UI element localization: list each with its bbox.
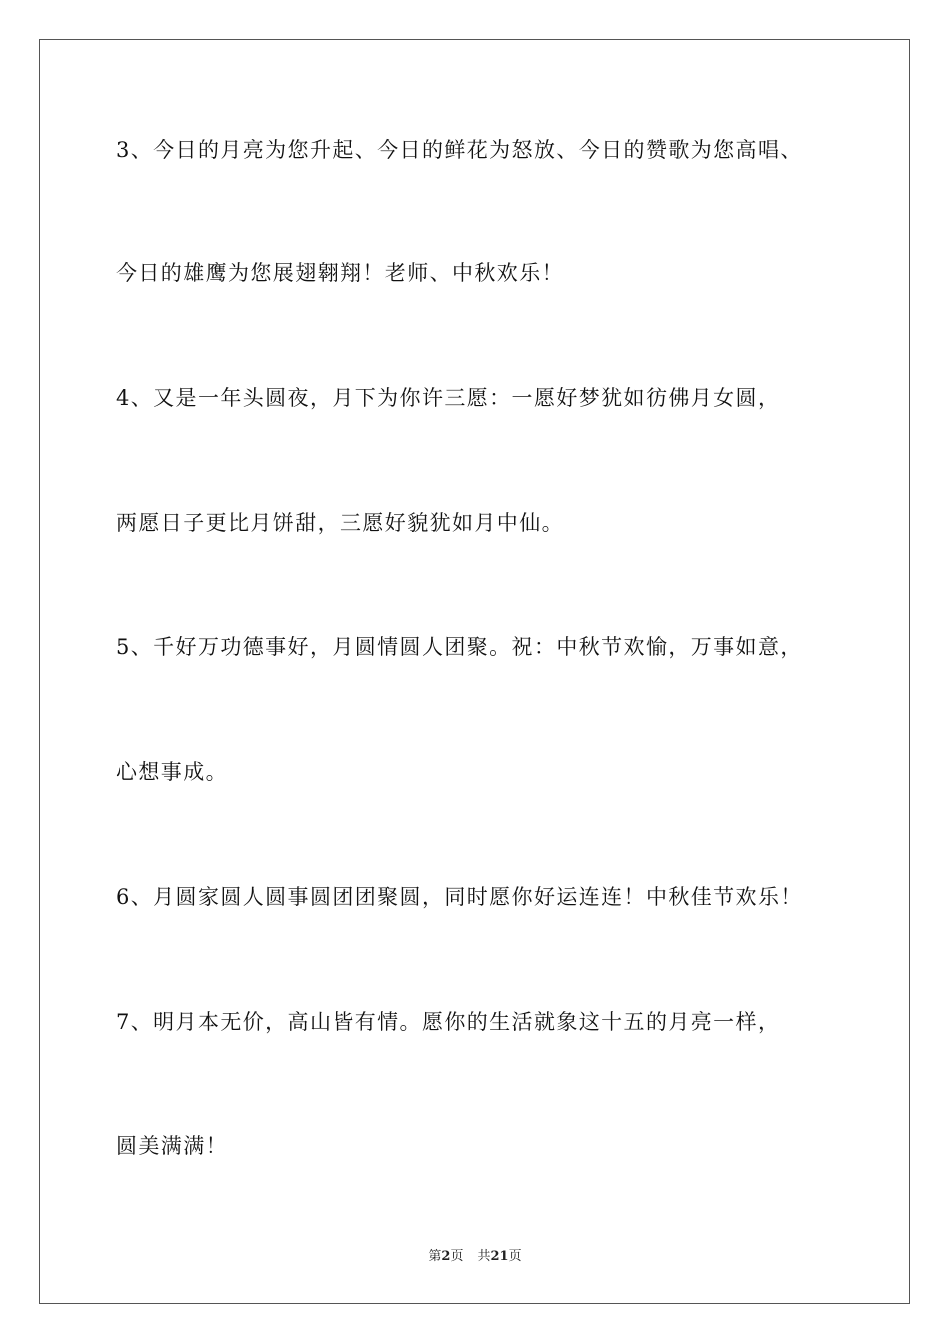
text-line-4: 两愿日子更比月饼甜，三愿好貌犹如月中仙。 (116, 511, 564, 535)
page-number: 2 (441, 1249, 451, 1264)
page-prefix: 第 (428, 1249, 442, 1264)
text-line-3: 4、又是一年头圆夜，月下为你许三愿：一愿好梦犹如彷佛月女圆， (116, 386, 781, 410)
total-suffix: 页 (508, 1249, 522, 1264)
text-line-7: 6、月圆家圆人圆事圆团团聚圆，同时愿你好运连连！中秋佳节欢乐！ (116, 885, 803, 909)
page-suffix: 页 (450, 1249, 464, 1264)
text-line-2: 今日的雄鹰为您展翅翱翔！老师、中秋欢乐！ (116, 261, 564, 285)
page-border (39, 39, 910, 1304)
text-line-5: 5、千好万功德事好，月圆情圆人团聚。祝：中秋节欢愉，万事如意， (116, 635, 803, 659)
text-line-9: 圆美满满！ (116, 1134, 228, 1158)
total-pages: 21 (490, 1249, 509, 1264)
text-line-8: 7、明月本无价，高山皆有情。愿你的生活就象这十五的月亮一样， (116, 1010, 781, 1034)
total-prefix: 共 (477, 1249, 491, 1264)
text-line-6: 心想事成。 (116, 760, 228, 784)
text-line-1: 3、今日的月亮为您升起、今日的鲜花为怒放、今日的赞歌为您高唱、 (116, 138, 803, 162)
page-footer (0, 1248, 950, 1266)
